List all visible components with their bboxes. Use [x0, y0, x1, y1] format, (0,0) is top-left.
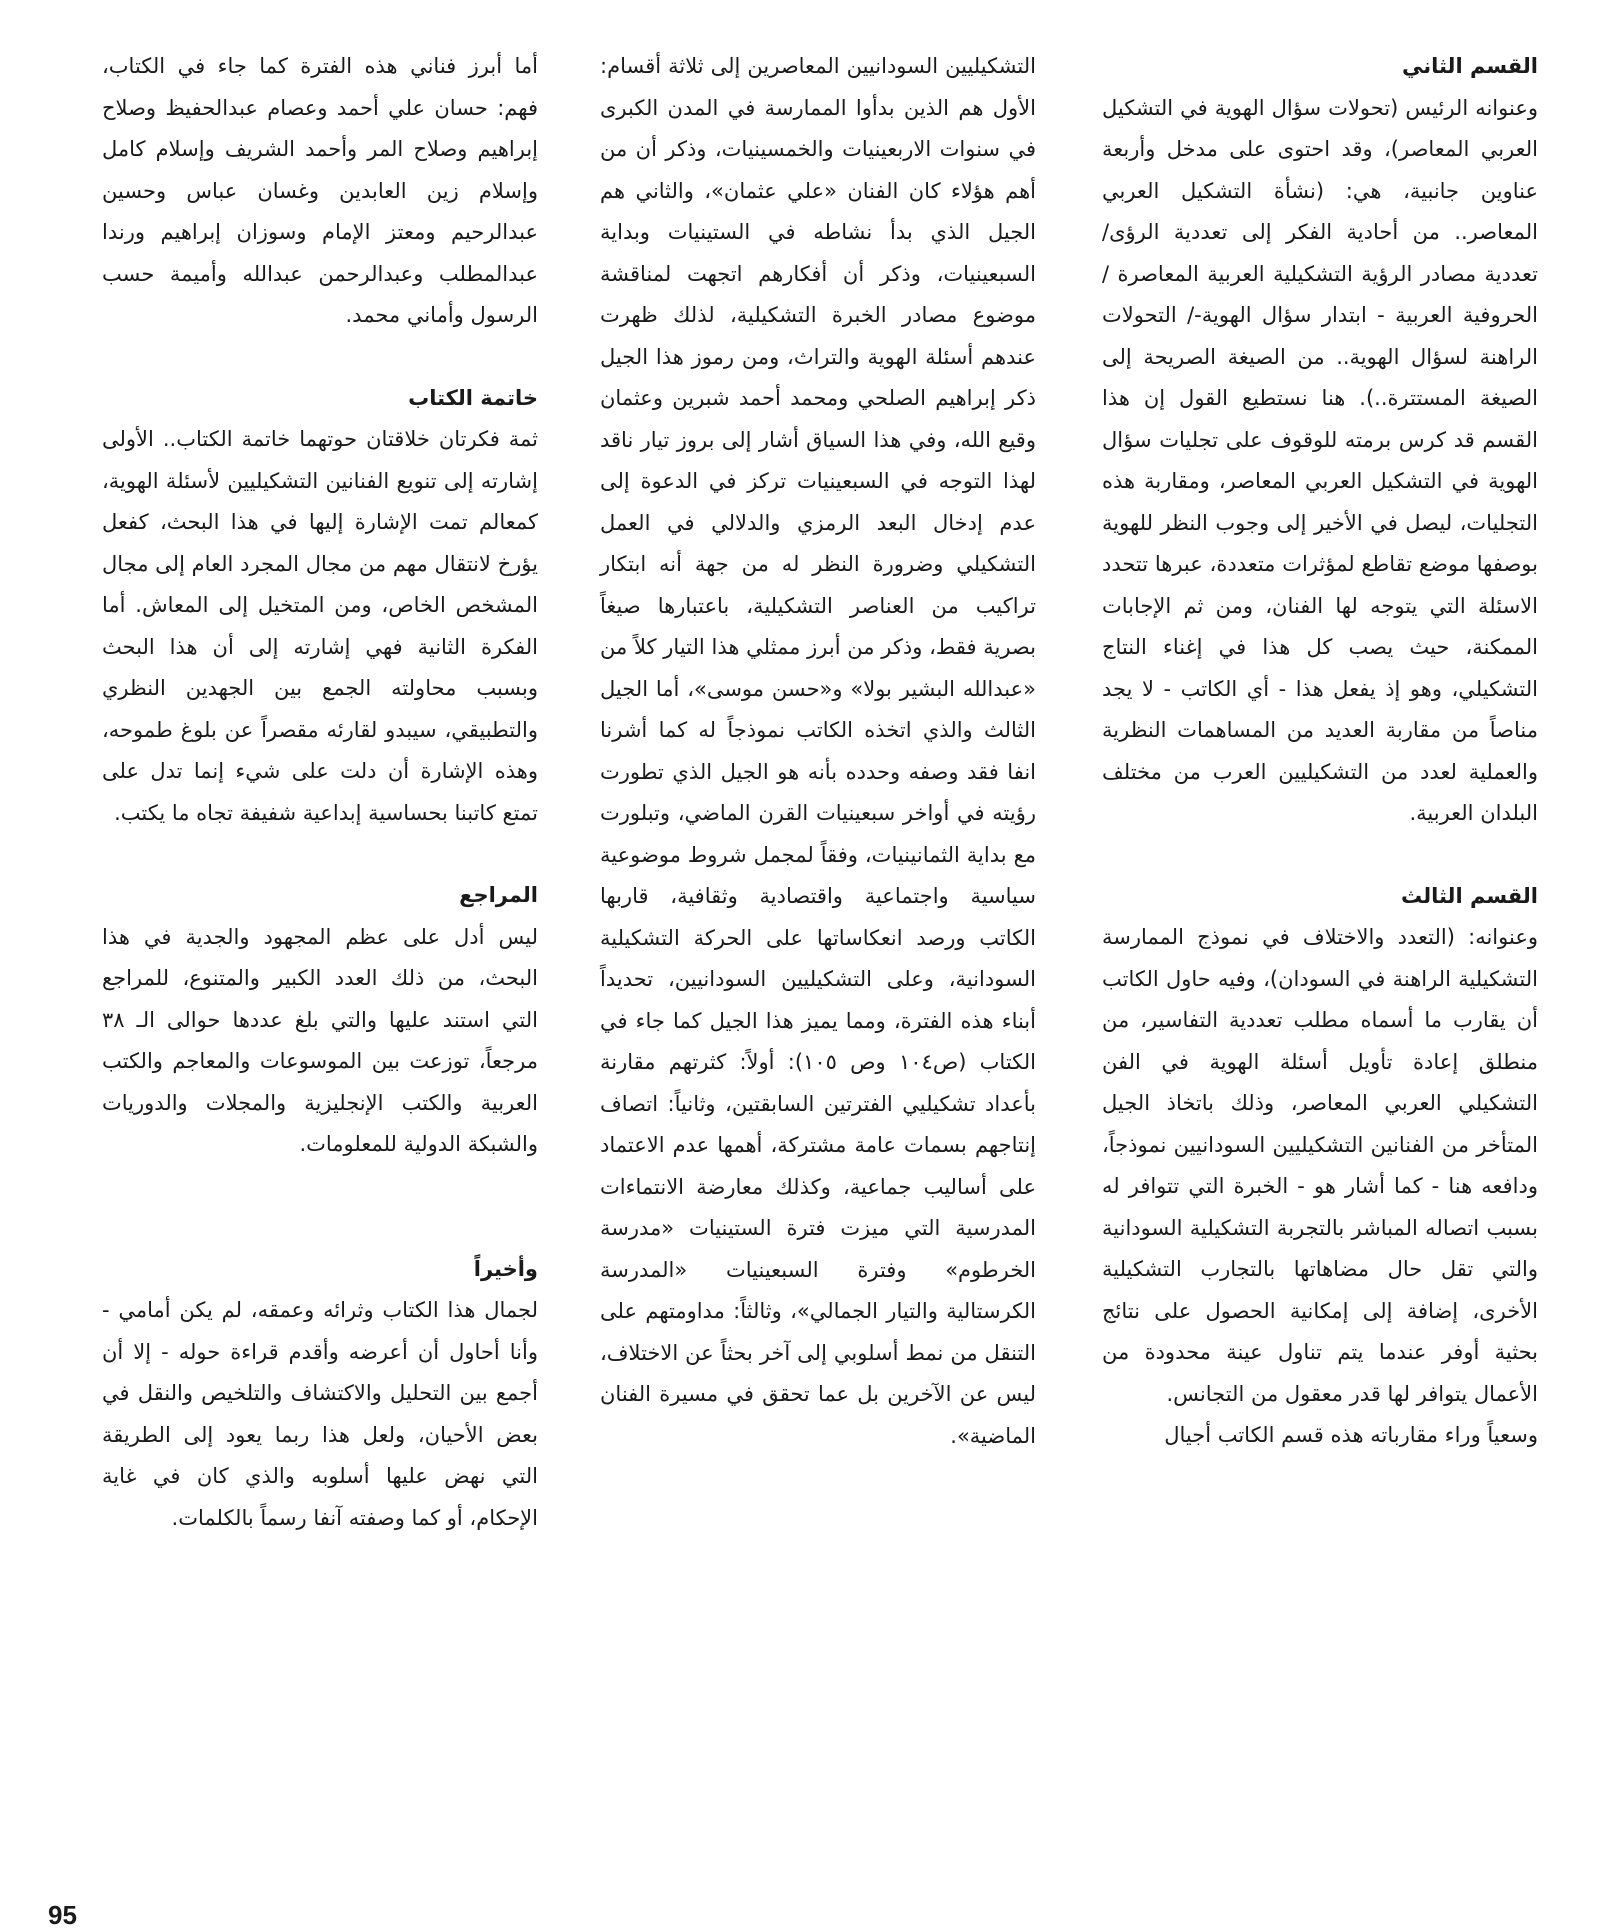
artists-paragraph: أما أبرز فناني هذه الفترة كما جاء في الكتاب، فهم: حسان علي أحمد وعصام عبدالحفيظ وصلاح إبراهيم وصلاح المر وأحمد الشريف وإسلام كامل وإسلام زين العابدين وغسان عباس وحسين عبدالرحيم ومعتز الإمام وسوزان إبراهيم ورندا عبدالمطلب وعبدالرحمن عبدالله وأميمة حسب الرسول وأماني محمد.: [102, 54, 538, 327]
references-paragraph: ليس أدل على عظم المجهود والجدية في هذا البحث، من ذلك العدد الكبير والمتنوع، للمراجع التي استند عليها والتي بلغ عددها حوالى الـ ٣٨ مرجعاً، توزعت بين الموسوعات والمعاجم والكتب العربية والكتب الإنجليزية والمجلات والدوريات والشبكة الدولية للمعلومات.: [102, 924, 538, 1156]
section3-paragraph-2: وسعياً وراء مقارباته هذه قسم الكاتب أجيال: [1164, 1423, 1538, 1447]
middle-column: [600, 46, 1036, 1457]
references-heading: المراجع: [459, 883, 538, 907]
spacer: [102, 834, 538, 875]
spacer: [102, 1166, 538, 1249]
left-column: [102, 46, 538, 1539]
section3-paragraph-1: وعنوانه: (التعدد والاختلاف في نموذج الممارسة التشكيلية الراهنة في السودان)، وفيه حاول الكاتب أن يقارب ما أسماه مطلب تعددية التفاسير، من منطلق إعادة تأويل أسئلة الهوية في الفن التشكيلي العربي المعاصر، وذلك باتخاذ الجيل المتأخر من الفنانين التشكيليين السودانيين نموذجاً، ودافعه هنا - كما أشار هو - الخبرة التي تتوافر له بسبب اتصاله المباشر بالتجربة التشكيلية السودانية والتي تقل حال مضاهاتها بالتجارب التشكيلية الأخرى، إضافة إلى إمكانية الحصول على نتائج بحثية أوفر عندما يتم تناول عينة محدودة من الأعمال يتوافر لها قدر معقول من التجانس.: [1102, 925, 1538, 1406]
conclusion-paragraph: ثمة فكرتان خلاقتان حوتهما خاتمة الكتاب.. الأولى إشارته إلى تنويع الفنانين التشكيليين لأسئلة الهوية، كمعالم تمت الإشارة إليها في هذا البحث، كفعل يؤرخ لانتقال مهم من مجال المجرد العام إلى مجال المشخص الخاص، ومن المتخيل إلى المعاش. أما الفكرة الثانية فهي إشارته إلى أن هذا البحث وبسبب محاولته الجمع بين الجهدين النظري والتطبيقي، سيبدو لقارئه مقصراً عن بلوغ طموحه، وهذه الإشارة أن دلت على شيء إنما تدل على تمتع كاتبنا بحساسية إبداعية شفيفة تجاه ما يكتب.: [102, 427, 538, 825]
page-number: 95: [48, 1900, 77, 1930]
finally-heading: وأخيراً: [473, 1256, 538, 1281]
section2-heading: القسم الثاني: [1401, 54, 1538, 78]
spacer: [1102, 835, 1538, 876]
section3-heading: القسم الثالث: [1400, 883, 1538, 908]
conclusion-heading: خاتمة الكتاب: [408, 385, 538, 410]
right-column: [1102, 46, 1538, 1457]
middle-paragraph: التشكيليين السودانيين المعاصرين إلى ثلاثة أقسام: الأول هم الذين بدأوا الممارسة في المدن الكبرى في سنوات الاربعينيات والخمسينيات، وذكر أن من أهم هؤلاء كان الفنان «علي عثمان»، والثاني هم الجيل الذي بدأ نشاطه في الستينيات وبداية السبعينيات، وذكر أن أفكارهم اتجهت لمناقشة موضوع مصادر الخبرة التشكيلية، لذلك ظهرت عندهم أسئلة الهوية والتراث، ومن رموز هذا الجيل ذكر إبراهيم الصلحي ومحمد أحمد شبرين وعثمان وقيع الله، وفي هذا السياق أشار إلى بروز تيار ناقد لهذا التوجه في السبعينيات تركز في الدعوة إلى عدم إدخال البعد الرمزي والدلالي في العمل التشكيلي وضرورة النظر له من جهة أنه ابتكار تراكيب من العناصر التشكيلية، باعتبارها صيغاً بصرية فقط، وذكر من أبرز ممثلي هذا التيار كلاً من «عبدالله البشير بولا» و«حسن موسى»، أما الجيل الثالث والذي اتخذه الكاتب نموذجاً له كما أشرنا انفا فقد وصفه وحدده بأنه هو الجيل الذي تطورت رؤيته في أواخر سبعينيات القرن الماضي، وتبلورت مع بداية الثمانينيات، وفقاً لمجمل شروط موضوعية سياسية واجتماعية واقتصادية وثقافية، قاربها الكاتب ورصد انعكاساتها على الحركة التشكيلية السودانية، وعلى التشكيليين السودانيين، تحديداً أبناء هذه الفترة، ومما يميز هذا الجيل كما جاء في الكتاب (ص١٠٤ وص ١٠٥): أولاً: كثرتهم مقارنة بأعداد تشكيليي الفترتين السابقتين، وثانياً: اتصاف إنتاجهم بسمات عامة مشتركة، أهمها عدم الاعتماد على أساليب جماعية، وكذلك معارضة الانتماءات المدرسية التي ميزت فترة الستينيات «مدرسة الخرطوم» وفترة السبعينيات «المدرسة الكرستالية والتيار الجمالي»، وثالثاً: مداومتهم على التنقل من نمط أسلوبي إلى آخر بحثاً عن الاختلاف، ليس عن الآخرين بل عما تحقق في مسيرة الفنان الماضية».: [600, 54, 1036, 1448]
section2-paragraph: وعنوانه الرئيس (تحولات سؤال الهوية في التشكيل العربي المعاصر)، وقد احتوى على مدخل وأربعة عناوين جانبية، هي: (نشأة التشكيل العربي المعاصر.. من أحادية الفكر إلى تعددية الرؤى/ تعددية مصادر الرؤية التشكيلية العربية المعاصرة / الحروفية العربية - ابتدار سؤال الهوية-/ التحولات الراهنة لسؤال الهوية.. من الصيغة الصريحة إلى الصيغة المستترة..). هنا نستطيع القول إن هذا القسم قد كرس برمته للوقوف على تجليات سؤال الهوية في التشكيل العربي المعاصر، ومقاربة هذه التجليات، ليصل في الأخير إلى وجوب النظر للهوية بوصفها موضع تقاطع لمؤثرات متعددة، عبرها تتحدد الاسئلة التي يتوجه لها الفنان، ومن ثم الإجابات الممكنة، حيث يصب كل هذا في إغناء النتاج التشكيلي، وهو إذ يفعل هذا - أي الكاتب - لا يجد مناصاً من مقاربة العديد من المساهمات النظرية والعملية لعدد من التشكيليين العرب من مختلف البلدان العربية.: [1102, 95, 1538, 825]
finally-paragraph: لجمال هذا الكتاب وثرائه وعمقه، لم يكن أمامي - وأنا أحاول أن أعرضه وأقدم قراءة حوله - إلا أن أجمع بين التحليل والاكتشاف والتلخيص والنقل في بعض الأحيان، ولعل هذا ربما يعود إلى الطريقة التي نهض عليها أسلوبه والذي كان في غاية الإحكام، أو كما وصفته آنفا رسماً بالكلمات.: [102, 1298, 538, 1530]
spacer: [102, 337, 538, 378]
